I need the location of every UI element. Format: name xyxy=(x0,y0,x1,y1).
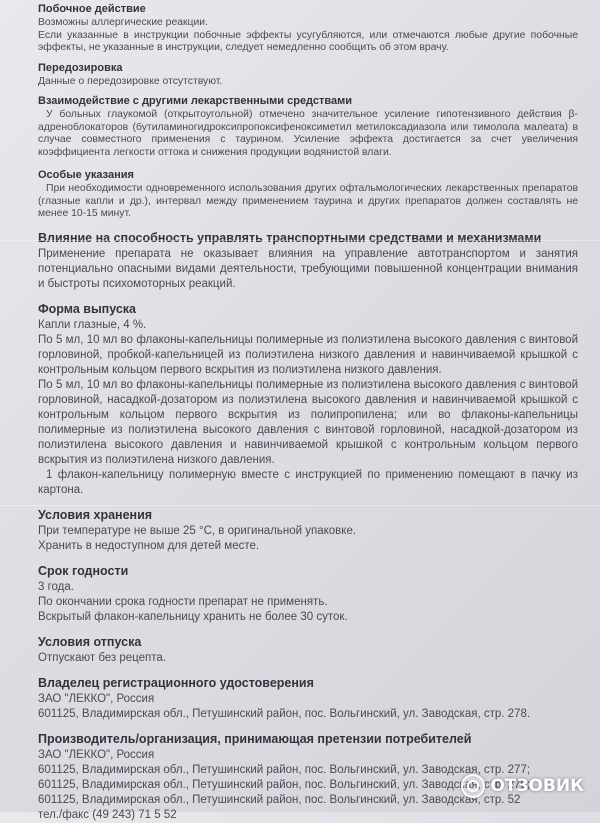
section-title: Особые указания xyxy=(38,169,134,181)
section-title: Владелец регистрационного удостоверения xyxy=(38,675,314,690)
paragraph: 601125, Владимирская обл., Петушинский район, пос. Вольгинский, ул. Заводская, стр. 278. xyxy=(38,707,531,720)
paragraph: Применение препарата не оказывает влияния на управление автотранспортом и занятия потенциально опасными видами деятельности, требующими повышенной концентрации внимания и быстроты психомоторных реакций. xyxy=(38,247,578,290)
section-title: Условия отпуска xyxy=(38,634,142,649)
paragraph: При необходимости одновременного использования других офтальмологических лекарственных препаратов (глазные капли и др.), интервал между применением таурина и других препаратов должен составлять не менее 10-15 минут. xyxy=(38,183,578,219)
section-title: Взаимодействие с другими лекарственными средствами xyxy=(38,95,353,107)
section-overdose xyxy=(38,62,578,89)
section-special-instructions xyxy=(38,169,578,221)
otzovik-logo-icon xyxy=(461,774,485,798)
section-title: Форма выпуска xyxy=(38,301,136,316)
paragraph: Вскрытый флакон-капельницу хранить не более 30 суток. xyxy=(38,610,348,623)
section-title: Влияние на способность управлять транспортными средствами и механизмами xyxy=(38,230,542,245)
otzovik-watermark xyxy=(461,774,584,798)
section-storage xyxy=(38,508,578,554)
paragraph: 3 года. xyxy=(38,580,74,593)
paragraph: Возможны аллергические реакции. xyxy=(38,17,208,28)
paragraph: По 5 мл, 10 мл во флаконы-капельницы полимерные из полиэтилена высокого давления с винтовой горловиной, пробкой-капельницей из полиэтилена низкого давления и навинчиваемой крышкой с контрольным кольцом первого вскрытия из полиэтилена низкого давления. xyxy=(38,333,578,376)
section-title: Передозировка xyxy=(38,61,123,74)
section-release-form xyxy=(38,302,578,498)
section-title: Срок годности xyxy=(38,563,129,578)
section-side-effects xyxy=(38,0,578,55)
paragraph: Данные о передозировке отсутствуют. xyxy=(38,75,223,87)
section-title: Производитель/организация, принимающая претензии потребителей xyxy=(38,731,472,746)
section-interaction xyxy=(38,95,578,159)
paragraph: 1 флакон-капельницу полимерную вместе с инструкцией по применению помещают в пачку из картона. xyxy=(38,468,578,496)
paragraph: Если указанные в инструкции побочные эффекты усугубляются, или отмечаются любые другие побочные эффекты, не указанные в инструкции, следует немедленно сообщить об этом врачу. xyxy=(38,29,578,53)
section-title: Побочное действие xyxy=(38,3,146,15)
paragraph: Хранить в недоступном для детей месте. xyxy=(38,539,260,552)
paragraph: Отпускают без рецепта. xyxy=(38,651,166,664)
section-title: Условия хранения xyxy=(38,507,153,522)
paragraph: 601125, Владимирская обл., Петушинский район, пос. Вольгинский, ул. Заводская, стр. 279; xyxy=(38,778,531,791)
paragraph: При температуре не выше 25 °С, в оригинальной упаковке. xyxy=(38,524,357,537)
paragraph: По 5 мл, 10 мл во флаконы-капельницы полимерные из полиэтилена высокого давления с винтовой горловиной, насадкой-дозатором из полиэтилена высокого давления и навинчиваемой крышкой с контрольным кольцом первого вскрытия из полипропилена; или во флаконы-капельницы полимерные из полиэтилена высокого давления с винтовой горловиной, насадкой-дозатором из полиэтилена высокого давления и навинчиваемой крышкой с контрольным кольцом первого вскрытия из полиэтилена низкого давления. xyxy=(38,378,578,466)
paragraph: ЗАО "ЛЕККО", Россия xyxy=(38,748,155,761)
paragraph: тел./факс (49 243) 71 5 52 xyxy=(38,808,177,821)
paper-crease xyxy=(0,240,600,241)
watermark-text: ОТЗОВИК xyxy=(490,776,584,796)
paragraph: 601125, Владимирская обл., Петушинский район, пос. Вольгинский, ул. Заводская, стр. 277; xyxy=(38,763,531,776)
paragraph: По окончании срока годности препарат не применять. xyxy=(38,595,328,608)
section-dispensing xyxy=(38,635,578,666)
paragraph: Капли глазные, 4 %. xyxy=(38,318,147,331)
section-shelf-life xyxy=(38,564,578,625)
paragraph: У больных глаукомой (открытоугольной) отмечено значительное усиление гипотензивного действия β-адреноблокаторов (бутиламиногидроксипропоксифеноксиметил метилоксадиазола или тимолола малеата) в случае совместного применения с таурином. Усиление эффекта достигается за счет увеличения коэффициента легкости оттока и снижения продукции водянистой влаги. xyxy=(38,109,578,158)
paper-crease xyxy=(0,505,600,506)
section-registration-holder xyxy=(38,676,578,722)
paragraph: 601125, Владимирская обл., Петушинский район, пос. Вольгинский, ул. Заводская, стр. 52 xyxy=(38,793,521,806)
paragraph: ЗАО "ЛЕККО", Россия xyxy=(38,692,155,705)
